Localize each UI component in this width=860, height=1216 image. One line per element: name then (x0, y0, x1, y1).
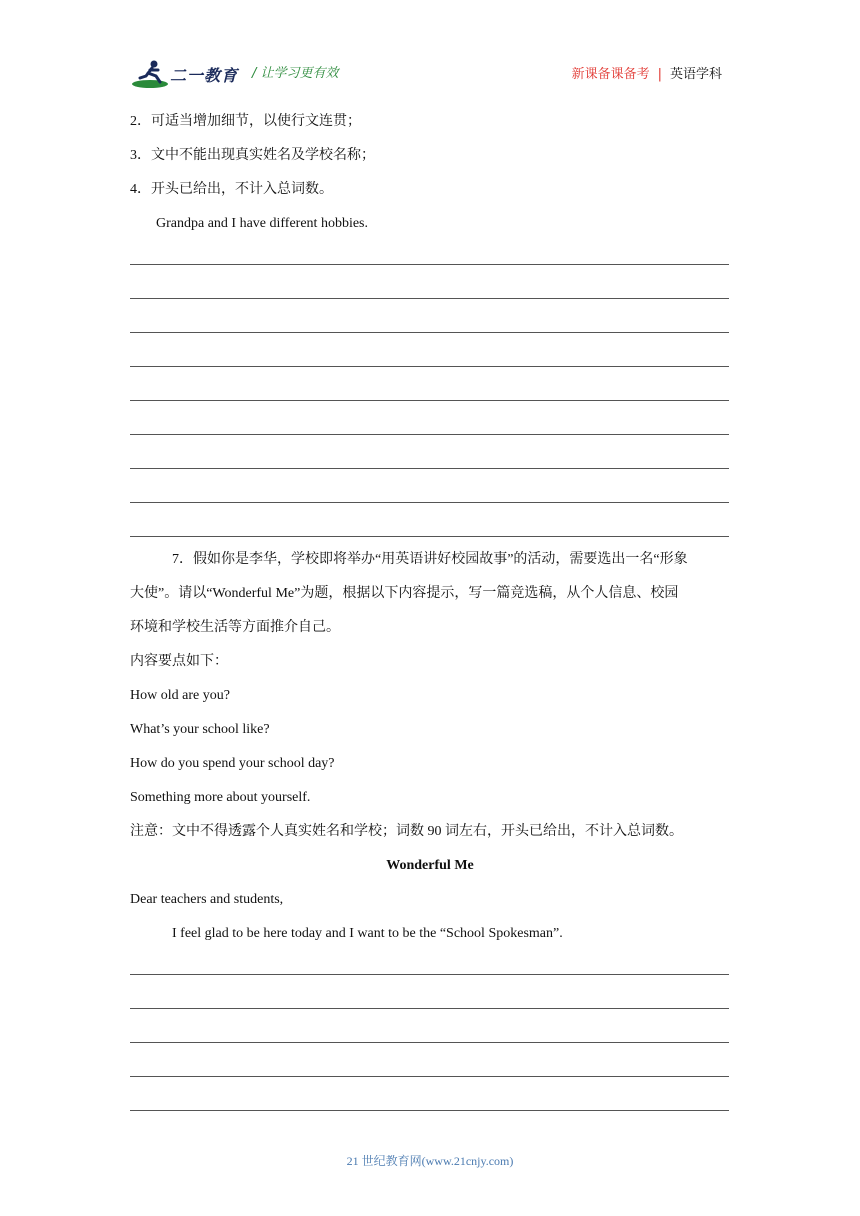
requirement-item: 3．文中不能出现真实姓名及学校名称； (130, 148, 375, 163)
writing-line (130, 298, 729, 299)
page-header (130, 58, 730, 92)
writing-line (130, 1076, 729, 1077)
writing-line (130, 264, 729, 265)
writing-line (130, 1042, 729, 1043)
q7-point-item: How old are you? (130, 688, 230, 703)
header-separator: | (657, 67, 662, 82)
essay1-opening: Grandpa and I have different hobbies. (156, 216, 368, 231)
q7-point-item: What’s your school like? (130, 722, 270, 737)
logo (130, 58, 240, 90)
q7-note: 注意：文中不得透露个人真实姓名和学校；词数 90 词左右，开头已给出，不计入总词数。 (130, 824, 683, 839)
q7-point-item: How do you spend your school day? (130, 756, 335, 771)
requirement-item: 2．可适当增加细节，以使行文连贯； (130, 114, 361, 129)
q7-prompt-line: 环境和学校生活等方面推介自己。 (130, 620, 340, 635)
writing-line (130, 400, 729, 401)
writing-line (130, 366, 729, 367)
essay2-greeting: Dear teachers and students, (130, 892, 284, 907)
header-subject-label: 英语学科 (669, 67, 722, 82)
writing-line (130, 536, 729, 537)
slogan: / 让学习更有效 (252, 66, 339, 81)
header-right (572, 63, 722, 82)
writing-line (130, 468, 729, 469)
writing-line (130, 1110, 729, 1111)
writing-line (130, 502, 729, 503)
requirement-item: 4．开头已给出，不计入总词数。 (130, 182, 333, 197)
essay2-opening: I feel glad to be here today and I want to be the “School Spokesman”. (172, 926, 563, 941)
q7-point-item: Something more about yourself. (130, 790, 311, 805)
writing-line (130, 332, 729, 333)
q7-prompt-line: 大使”。请以“Wonderful Me”为题，根据以下内容提示，写一篇竞选稿，从个人信息、校园 (130, 586, 679, 601)
q7-points-label: 内容要点如下： (130, 654, 228, 669)
q7-prompt-line: 7．假如你是李华，学校即将举办“用英语讲好校园故事”的活动，需要选出一名“形象 (172, 552, 688, 567)
writing-line (130, 434, 729, 435)
essay2-title: Wonderful Me (386, 858, 474, 873)
writing-line (130, 974, 729, 975)
header-course-label: 新课备课备考 (571, 67, 650, 82)
runner-logo-icon (130, 58, 170, 90)
page-footer: 21 世纪教育网(www.21cnjy.com) (346, 1154, 514, 1168)
writing-line (130, 1008, 729, 1009)
logo-text: 二一教育 (170, 66, 239, 85)
